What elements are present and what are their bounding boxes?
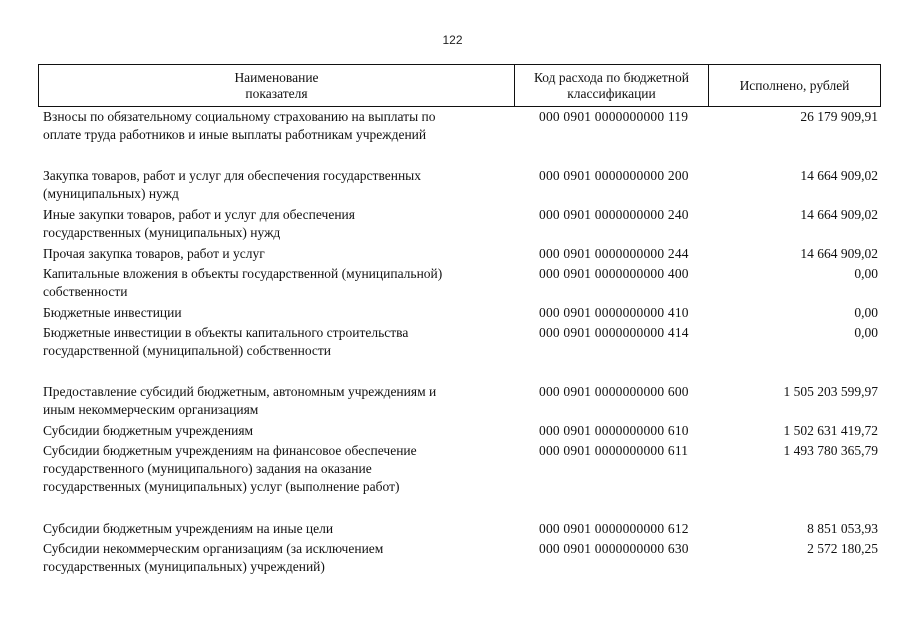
row-name: Субсидии бюджетным учреждениям на иные цели [43,521,334,536]
header-code-label: Код расхода по бюджетной классификации [533,69,690,101]
header-amount-label: Исполнено, рублей [739,77,850,93]
row-name: Субсидии некоммерческим организациям (за исключением государственных (муниципальных) учреждений) [43,541,384,574]
row-code: 000 0901 0000000000 200 [539,168,689,183]
row-name: Капитальные вложения в объекты государственной (муниципальной) собственности [43,266,443,299]
row-amount: 8 851 053,93 [807,521,878,536]
row-amount: 26 179 909,91 [800,109,878,124]
row-name: Субсидии бюджетным учреждениям [43,423,254,438]
row-amount: 0,00 [854,305,878,320]
row-name: Предоставление субсидий бюджетным, автономным учреждениям и иным некоммерческим организациям [43,384,437,417]
row-code: 000 0901 0000000000 630 [539,541,689,556]
row-name: Иные закупки товаров, работ и услуг для обеспечения государственных (муниципальных) нужд [43,207,355,240]
row-code: 000 0901 0000000000 240 [539,207,689,222]
row-name: Закупка товаров, работ и услуг для обеспечения государственных (муниципальных) нужд [43,168,422,201]
row-code: 000 0901 0000000000 244 [539,246,689,261]
row-code: 000 0901 0000000000 610 [539,423,689,438]
row-code: 000 0901 0000000000 410 [539,305,689,320]
row-code: 000 0901 0000000000 400 [539,266,689,281]
row-amount: 1 493 780 365,79 [783,443,878,458]
header-name-label: Наименование показателя [234,69,319,101]
row-code: 000 0901 0000000000 612 [539,521,689,536]
row-code: 000 0901 0000000000 119 [539,109,689,124]
row-amount: 14 664 909,02 [800,168,878,183]
row-amount: 0,00 [854,325,878,340]
row-amount: 14 664 909,02 [800,246,878,261]
row-code: 000 0901 0000000000 611 [539,443,689,458]
row-name: Бюджетные инвестиции в объекты капитального строительства государственной (муниципальной) собственности [43,325,409,358]
row-amount: 14 664 909,02 [800,207,878,222]
row-amount: 1 502 631 419,72 [783,423,878,438]
row-amount: 1 505 203 599,97 [783,384,878,399]
row-code: 000 0901 0000000000 600 [539,384,689,399]
row-amount: 2 572 180,25 [807,541,878,556]
page-number: 122 [442,33,463,47]
row-name: Субсидии бюджетным учреждениям на финансовое обеспечение государственного (муниципального) задания на оказание государственных (муниципальных) услуг (выполнение работ) [43,443,417,494]
row-amount: 0,00 [854,266,878,281]
row-name: Прочая закупка товаров, работ и услуг [43,246,265,261]
row-code: 000 0901 0000000000 414 [539,325,689,340]
row-name: Взносы по обязательному социальному страхованию на выплаты по оплате труда работников и иные выплаты работникам учреждений [43,109,436,142]
row-name: Бюджетные инвестиции [43,305,182,320]
